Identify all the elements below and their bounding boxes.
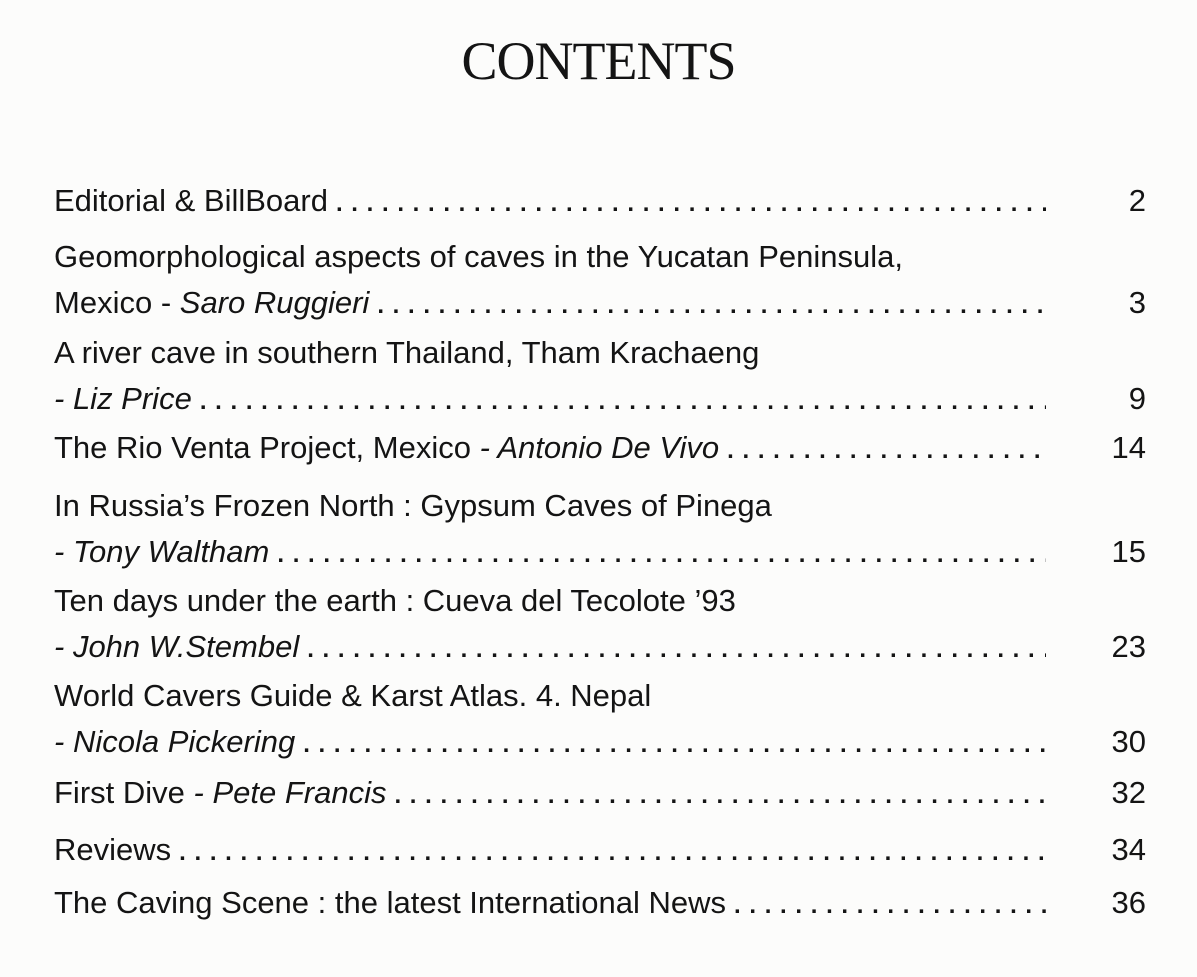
toc-entry-rio-venta xyxy=(54,425,1146,471)
page-number: 32 xyxy=(1111,775,1146,810)
page-number: 36 xyxy=(1111,885,1146,920)
author-separator: - xyxy=(152,285,180,320)
page-number: 23 xyxy=(1111,629,1146,664)
dot-leader xyxy=(727,428,1046,474)
entry-title: The Caving Scene : the latest International News xyxy=(54,885,727,920)
entry-author: Saro Ruggieri xyxy=(179,285,370,320)
entry-title: First Dive xyxy=(54,775,185,810)
entry-author: John W.Stembel xyxy=(72,629,300,664)
author-separator: - xyxy=(54,534,73,569)
toc-entry-world-cavers xyxy=(54,673,1146,765)
toc-entry-ten-days xyxy=(54,578,1146,670)
page-number: 15 xyxy=(1111,534,1146,569)
dot-leader xyxy=(200,379,1046,425)
dot-leader xyxy=(277,532,1046,578)
page-title: CONTENTS xyxy=(461,31,736,91)
entry-title: Reviews xyxy=(54,832,172,867)
author-separator: - xyxy=(54,381,73,416)
entry-title-cont: Mexico xyxy=(54,285,153,320)
dot-leader xyxy=(734,883,1046,929)
page-number: 2 xyxy=(1128,183,1146,218)
entry-title: A river cave in southern Thailand, Tham Krachaeng xyxy=(54,335,760,370)
toc-entry-russia xyxy=(54,483,1146,575)
toc-entry-reviews xyxy=(54,827,1146,873)
dot-leader xyxy=(377,283,1046,329)
entry-title: In Russia’s Frozen North : Gypsum Caves of Pinega xyxy=(54,488,772,523)
author-separator: - xyxy=(470,430,498,465)
entry-author: Antonio De Vivo xyxy=(497,430,720,465)
entry-title: Ten days under the earth : Cueva del Tecolote ’93 xyxy=(54,583,736,618)
dot-leader xyxy=(336,181,1046,227)
page-number: 14 xyxy=(1111,430,1146,465)
entry-author: Pete Francis xyxy=(212,775,387,810)
page-number: 9 xyxy=(1128,381,1146,416)
author-separator: - xyxy=(54,724,73,759)
page-number: 34 xyxy=(1111,832,1146,867)
author-separator: - xyxy=(54,629,73,664)
toc-entry-first-dive xyxy=(54,770,1146,816)
page-number: 3 xyxy=(1128,285,1146,320)
toc-entry-editorial xyxy=(54,178,1146,224)
entry-title: Geomorphological aspects of caves in the Yucatan Peninsula, xyxy=(54,239,904,274)
entry-title: Editorial & BillBoard xyxy=(54,183,328,218)
toc-entry-geomorphological xyxy=(54,234,1146,326)
dot-leader xyxy=(179,830,1046,876)
dot-leader xyxy=(307,627,1046,673)
dot-leader xyxy=(394,773,1046,819)
entry-author: Nicola Pickering xyxy=(72,724,296,759)
entry-author: Tony Waltham xyxy=(72,534,270,569)
entry-title: World Cavers Guide & Karst Atlas. 4. Nepal xyxy=(54,678,652,713)
author-separator: - xyxy=(184,775,213,810)
page-number: 30 xyxy=(1111,724,1146,759)
dot-leader xyxy=(303,722,1046,768)
entry-author: Liz Price xyxy=(72,381,192,416)
toc-entry-river-cave xyxy=(54,330,1146,422)
toc-entry-caving-scene xyxy=(54,880,1146,926)
entry-title: The Rio Venta Project, Mexico xyxy=(54,430,471,465)
